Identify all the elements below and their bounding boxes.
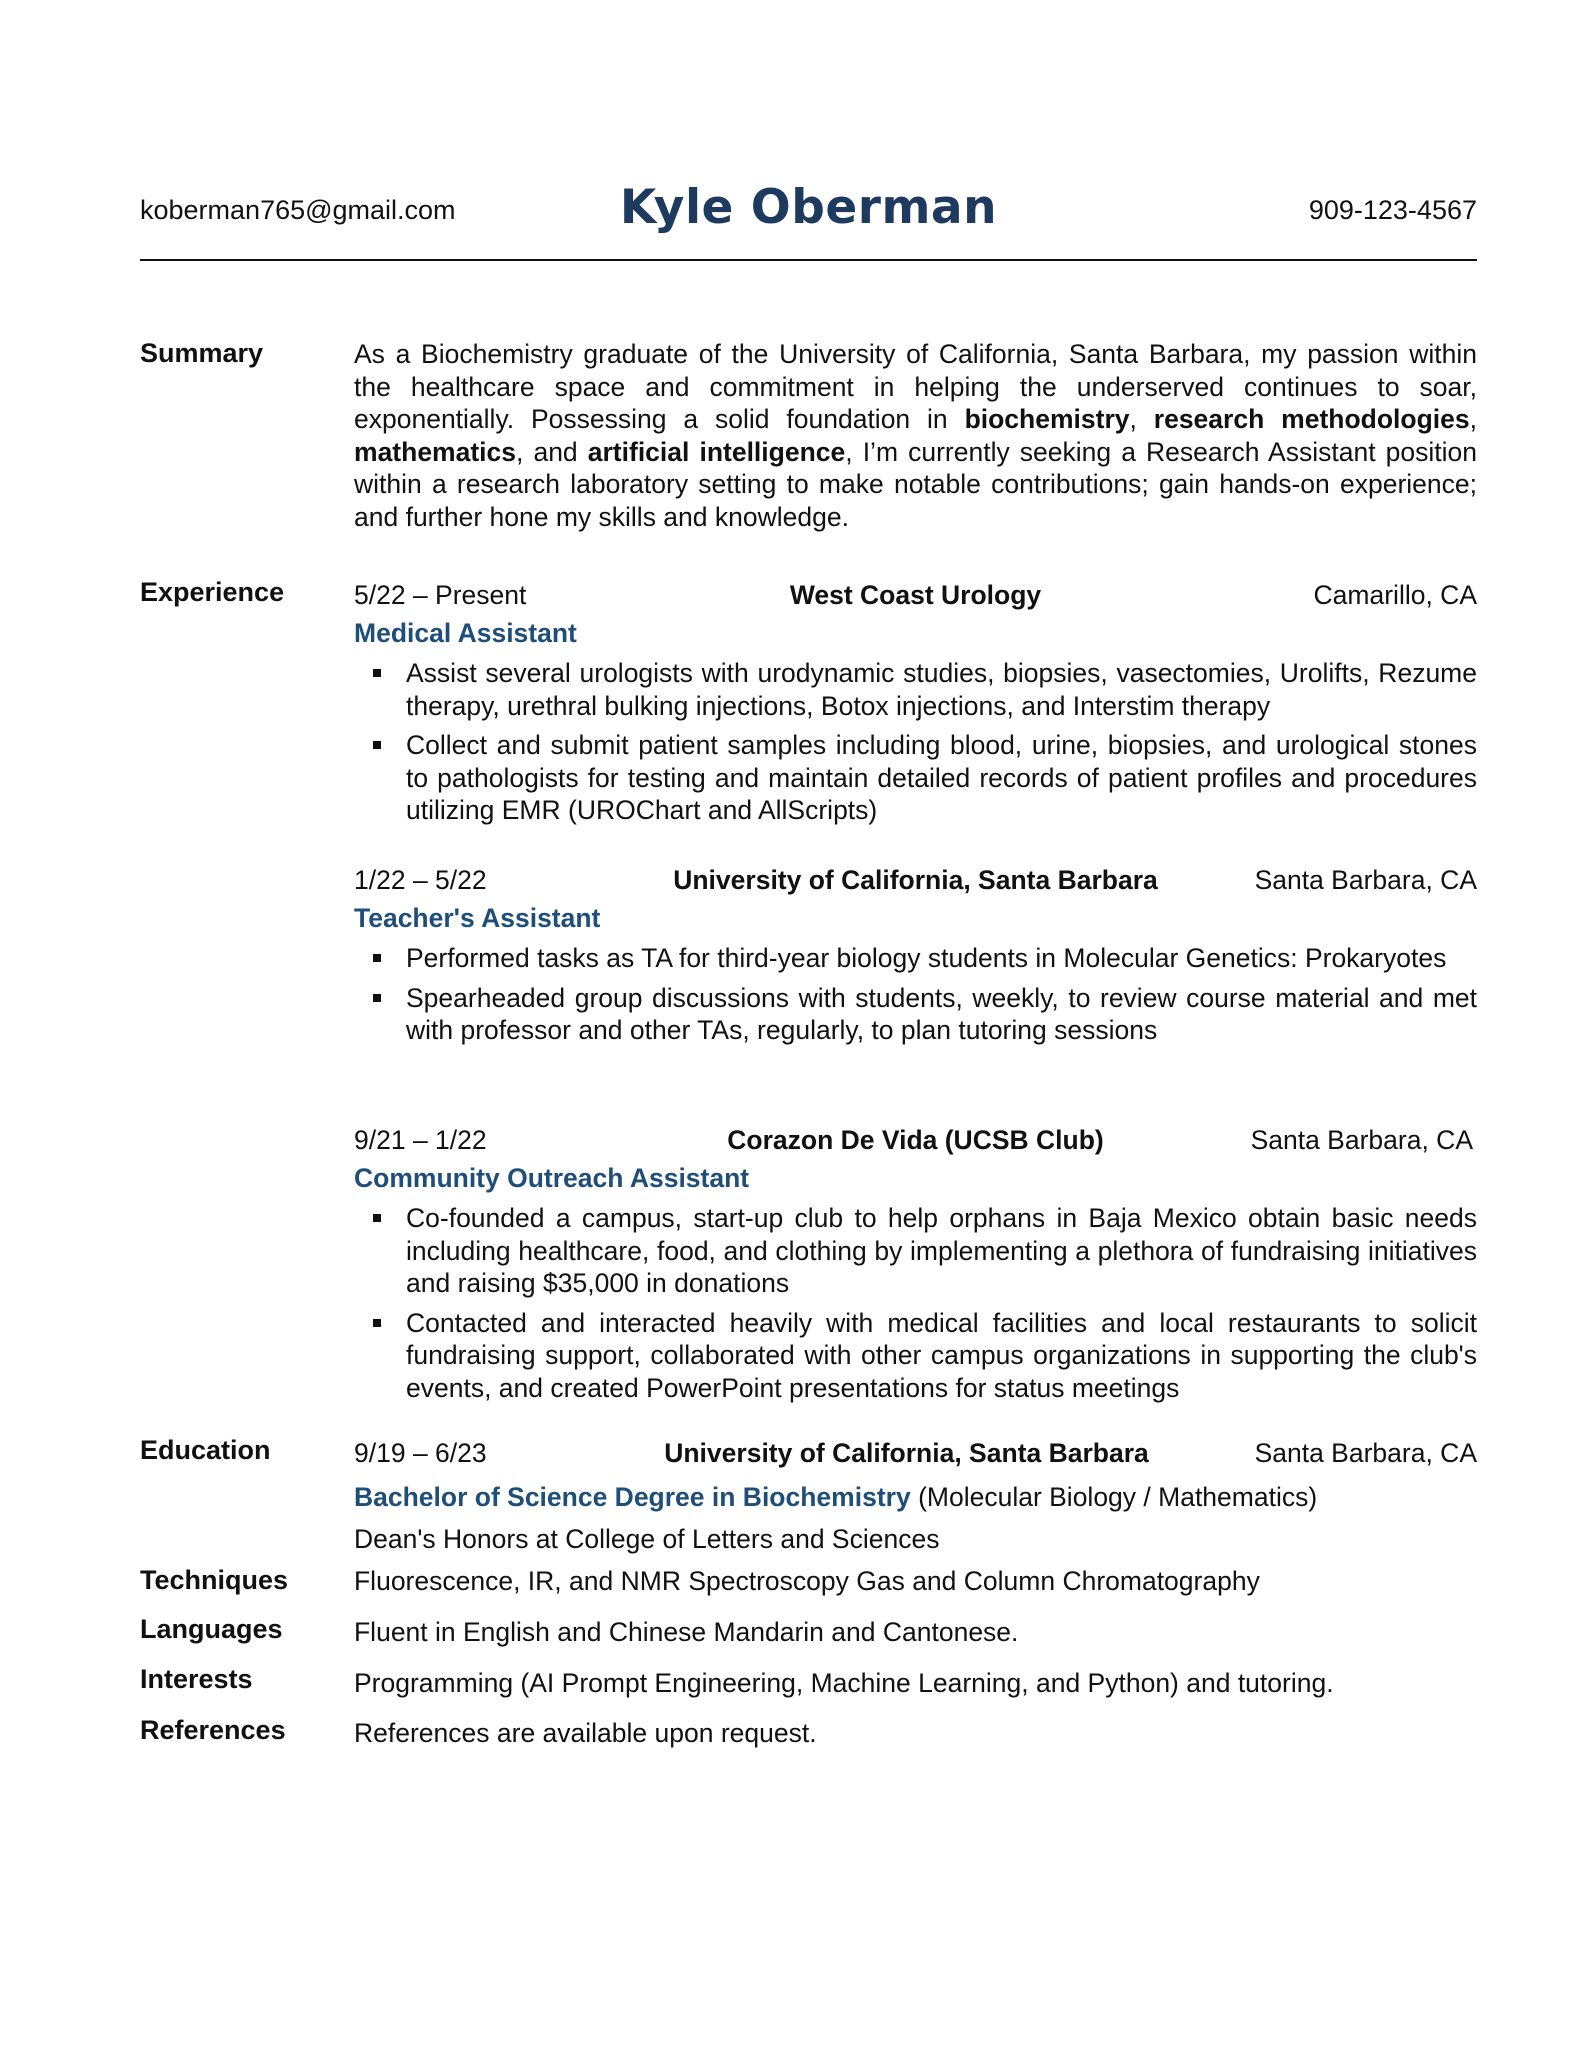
- job-role: Teacher's Assistant: [354, 903, 601, 933]
- summary-keyword-mathematics: mathematics: [354, 436, 517, 467]
- education-location: Santa Barbara, CA: [1254, 1438, 1477, 1468]
- email-address: koberman765@gmail.com: [140, 195, 456, 225]
- list-item: [354, 657, 1477, 722]
- bullet-text: Performed tasks as TA for third-year biology students in Molecular Genetics: Prokaryotes: [406, 943, 1447, 973]
- resume-header: [140, 180, 1477, 260]
- bullet-text: Spearheaded group discussions with students, weekly, to review course material and met with professor and other TAs, regularly, to plan tutoring sessions: [406, 982, 1477, 1045]
- bullet-text: Collect and submit patient samples including blood, urine, biopsies, and urological stones to pathologists for testing and maintain detailed records of patient profiles and procedures utilizing EMR (UROChart and AllScripts): [406, 730, 1477, 825]
- section-label-experience: Experience: [140, 577, 285, 607]
- job-dates: 1/22 – 5/22: [354, 865, 487, 895]
- bullet-text: Co-founded a campus, start-up club to help orphans in Baja Mexico obtain basic needs including healthcare, food, and clothing by implementing a plethora of fundraising initiatives and raising $35,000 in donations: [406, 1203, 1477, 1298]
- job-header: [354, 1124, 1477, 1158]
- education-institution: University of California, Santa Barbara: [664, 1438, 1149, 1468]
- languages-text: Fluent in English and Chinese Mandarin and Cantonese.: [354, 1617, 1019, 1647]
- job-bullets: [354, 657, 1477, 827]
- job-dates: 5/22 – Present: [354, 580, 527, 610]
- job-organization: West Coast Urology: [789, 580, 1042, 610]
- job-role: Community Outreach Assistant: [354, 1163, 750, 1193]
- job-organization: Corazon De Vida (UCSB Club): [727, 1125, 1104, 1155]
- honors-line: Dean's Honors at College of Letters and Sciences: [354, 1524, 940, 1554]
- interests-text: Programming (AI Prompt Engineering, Machine Learning, and Python) and tutoring.: [354, 1668, 1334, 1698]
- summary-paragraph: [354, 338, 1477, 533]
- references-text: References are available upon request.: [354, 1718, 817, 1748]
- summary-text-4: , and: [516, 436, 588, 467]
- section-label-summary: Summary: [140, 338, 264, 368]
- education-header: [354, 1437, 1477, 1471]
- phone-number: 909-123-4567: [1308, 195, 1477, 225]
- summary-keyword-biochemistry: biochemistry: [964, 404, 1130, 434]
- job-location: Santa Barbara, CA: [1254, 865, 1477, 895]
- section-label-education: Education: [140, 1435, 271, 1465]
- job-role: Medical Assistant: [354, 618, 577, 648]
- experience-entry-3: [354, 1124, 1477, 1411]
- degree-title: Bachelor of Science Degree in Biochemistry: [354, 1482, 911, 1512]
- experience-entry-2: [354, 864, 1477, 1054]
- section-label-references: References: [140, 1715, 286, 1745]
- summary-text-2: ,: [1129, 404, 1154, 434]
- summary-keyword-ai: artificial intelligence: [587, 436, 846, 467]
- job-location: Camarillo, CA: [1313, 580, 1477, 610]
- bullet-square-icon: [373, 1214, 381, 1222]
- summary-keyword-research-methodologies: research methodologies: [1153, 404, 1470, 434]
- header-divider: [140, 259, 1477, 261]
- job-dates: 9/21 – 1/22: [354, 1125, 487, 1155]
- list-item: [354, 729, 1477, 827]
- degree-detail: (Molecular Biology / Mathematics): [910, 1482, 1318, 1512]
- bullet-square-icon: [373, 954, 381, 962]
- section-label-interests: Interests: [140, 1664, 253, 1694]
- bullet-square-icon: [373, 994, 381, 1002]
- bullet-text: Contacted and interacted heavily with medical facilities and local restaurants to solicit fundraising support, collaborated with other campus organizations in supporting the club's events, and created PowerPoint presentations for status meetings: [406, 1307, 1477, 1403]
- list-item: [354, 942, 1477, 975]
- list-item: [354, 1202, 1477, 1300]
- bullet-square-icon: [373, 1319, 381, 1327]
- list-item: [354, 982, 1477, 1047]
- education-entry: [354, 1437, 1477, 1565]
- bullet-square-icon: [373, 741, 381, 749]
- job-organization: University of California, Santa Barbara: [673, 865, 1158, 895]
- degree-line: [354, 1481, 1477, 1523]
- job-bullets: [354, 942, 1477, 1047]
- experience-entry-1: [354, 579, 1477, 834]
- bullet-text: Assist several urologists with urodynamic studies, biopsies, vasectomies, Urolifts, Rezume therapy, urethral bulking injections, Botox injections, and Interstim therapy: [406, 658, 1477, 721]
- summary-text-1: As a Biochemistry graduate of the University of California, Santa Barbara, my passion within the healthcare space and commitment in helping the underserved continues to soar, exponentially. Possessing a solid foundation in: [354, 339, 1477, 434]
- job-header: [354, 864, 1477, 898]
- candidate-name: Kyle Oberman: [619, 180, 998, 235]
- job-header: [354, 579, 1477, 613]
- summary-text-3: ,: [1469, 404, 1477, 434]
- job-bullets: [354, 1202, 1477, 1404]
- techniques-text: Fluorescence, IR, and NMR Spectroscopy Gas and Column Chromatography: [354, 1566, 1260, 1596]
- summary-text-5: , I’m currently seeking a Research Assistant position within a research laboratory setting to make notable contributions; gain hands-on experience; and further hone my skills and knowledge.: [354, 436, 1477, 532]
- list-item: [354, 1307, 1477, 1405]
- section-label-languages: Languages: [140, 1614, 283, 1644]
- job-location: Santa Barbara, CA: [1250, 1125, 1473, 1155]
- bullet-square-icon: [373, 669, 381, 677]
- education-dates: 9/19 – 6/23: [354, 1438, 487, 1468]
- section-label-techniques: Techniques: [140, 1565, 289, 1595]
